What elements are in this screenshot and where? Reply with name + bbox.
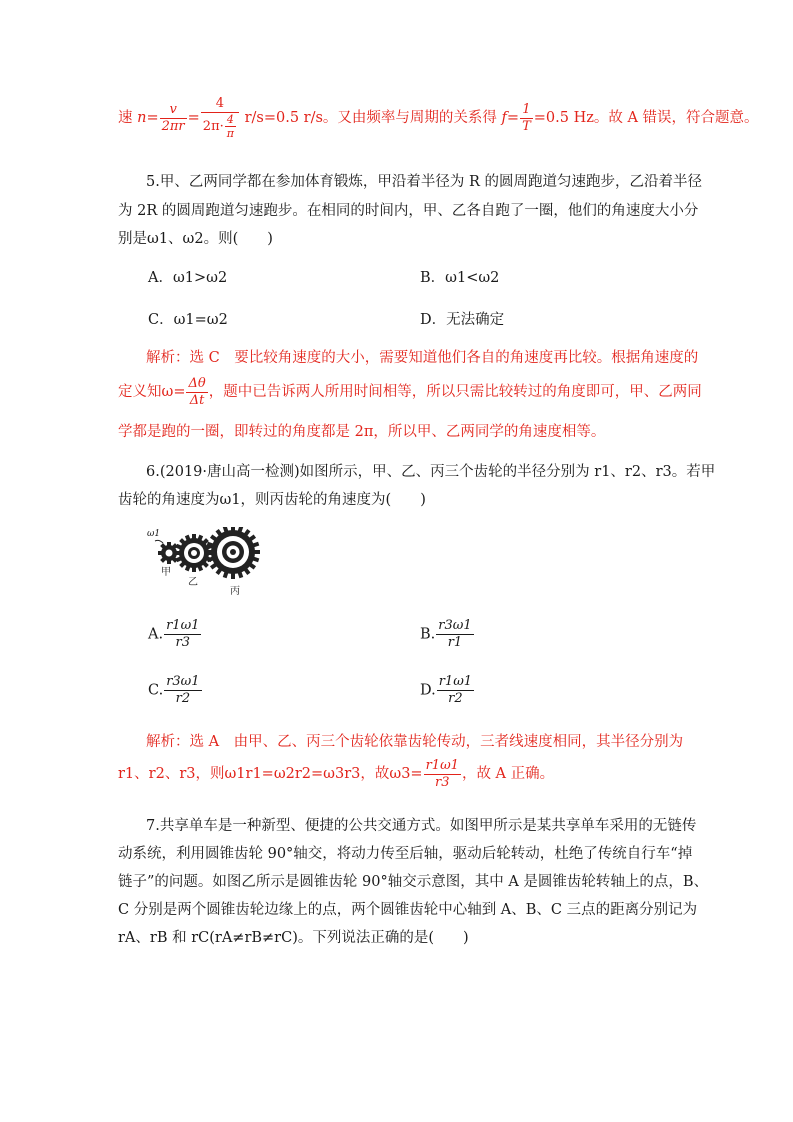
q7-line2: 动系统，利用圆锥齿轮 90°轴交，将动力传至后轴，驱动后轮转动，杜绝了传统自行车“掉: [118, 846, 693, 862]
gear-label-yi: 乙: [188, 577, 198, 588]
frac-1-over-T: $\frac{1}{T}$: [522, 101, 531, 134]
mid-text: r/s=0.5 r/s。又由频率与周期的关系得: [239, 110, 502, 126]
sol6-text-a: r1、r2、r3，则ω1r1=ω2r2=ω3r3，故ω3=: [118, 766, 423, 782]
q6-option-d: [420, 674, 475, 707]
gear-label-bing: 丙: [230, 586, 240, 597]
q5-line1: 5.甲、乙两同学都在参加体育锻炼，甲沿着半径为 R 的圆周跑道匀速跑步，乙沿着半径: [146, 174, 702, 190]
opt-b-frac: $\frac{r3\omega 1}{r1}$: [438, 618, 472, 650]
sol-text-b: ，题中已告诉两人所用时间相等，所以只需比较转过的角度即可，甲、乙两同: [208, 384, 702, 400]
eq1: =: [146, 110, 159, 126]
q6-line2: 齿轮的角速度为ω1，则丙齿轮的角速度为( ): [118, 492, 426, 508]
q7-line1: 7.共享单车是一种新型、便捷的公共交通方式。如图甲所示是某共享单车采用的无链传: [146, 818, 697, 834]
f-var: f: [501, 110, 507, 126]
tail-text: =0.5 Hz。故 A 错误，符合题意。: [533, 110, 759, 126]
opt-d-label: D.: [420, 682, 436, 699]
sol6-text-b: ，故 A 正确。: [461, 766, 555, 782]
q5-option-c: C．ω1=ω2: [148, 312, 228, 328]
q7-line5: rA、rB 和 rC(rA≠rB≠rC)。下列说法正确的是( ): [118, 930, 469, 946]
q6-option-a: [148, 618, 202, 651]
opt-a-frac: $\frac{r1\omega 1}{r3}$: [166, 618, 200, 650]
q5-solution-line1: 解析：选 C 要比较角速度的大小，需要知道他们各自的角速度再比较。根据角速度的: [146, 350, 699, 366]
q7-line3: 链子”的问题。如图乙所示是圆锥齿轮 90°轴交示意图，其中 A 是圆锥齿轮转轴上的点，B、: [118, 874, 709, 890]
q5-option-a: A．ω1>ω2: [148, 270, 228, 286]
q6-option-c: [148, 674, 203, 707]
frac-r1w1-over-r3: $\frac{r1\omega 1}{r3}$: [425, 757, 459, 790]
q5-option-d: D．无法确定: [420, 312, 505, 328]
omega-arrow: [155, 540, 163, 543]
q6-solution-line1: 解析：选 A 由甲、乙、丙三个齿轮依靠齿轮传动，三者线速度相同，其半径分别为: [146, 734, 684, 750]
q5-solution-line3: 学都是跑的一圈，即转过的角度都是 2π，所以甲、乙两同学的角速度相等。: [118, 424, 606, 440]
q6-line1: 6.(2019·唐山高一检测)如图所示，甲、乙、丙三个齿轮的半径分别为 r1、r2、r3。若甲: [146, 464, 716, 480]
q5-line2: 为 2R 的圆周跑道匀速跑步。在相同的时间内，甲、乙各自跑了一圈，他们的角速度大小分: [118, 203, 699, 219]
opt-c-frac: $\frac{r3\omega 1}{r2}$: [166, 674, 200, 706]
gear-figure: [145, 527, 285, 597]
opt-a-label: A.: [148, 626, 164, 643]
frac-v-over-2pir: $\frac{v}{2\pi r}$: [161, 101, 185, 134]
gear-svg: [145, 527, 285, 597]
frac-dtheta-dt: $\frac{\Delta\theta}{\Delta t}$: [188, 375, 206, 408]
prefix: 速: [118, 110, 138, 126]
n-var: n: [137, 110, 147, 126]
opt-b-label: B.: [420, 626, 436, 643]
q7-line4: C 分别是两个圆锥齿轮边缘上的点，两个圆锥齿轮中心轴到 A、B、C 三点的距离分别记为: [118, 902, 698, 918]
frac-4-over-pi: $\frac{4}{\pi}$: [226, 113, 234, 140]
q5-line3: 别是ω1、ω2。则( ): [118, 231, 273, 247]
opt-c-label: C.: [148, 682, 164, 699]
gear-label-jia: 甲: [161, 567, 171, 578]
q6-solution-line2: [118, 756, 554, 792]
sol-text-a: 定义知ω=: [118, 384, 186, 400]
omega-label: ω1: [147, 529, 161, 539]
eq2: =: [187, 110, 200, 126]
q5-option-b: B．ω1<ω2: [420, 270, 500, 286]
q5-solution-line2: [118, 374, 702, 410]
gear-bing: [206, 527, 260, 579]
prev-solution-line: [118, 96, 759, 140]
frac-4-over: 4 2π· $\frac{4}{\pi}$: [201, 96, 239, 140]
opt-d-frac: $\frac{r1\omega 1}{r2}$: [438, 674, 473, 706]
eq3: =: [506, 110, 520, 126]
q6-option-b: [420, 618, 475, 651]
